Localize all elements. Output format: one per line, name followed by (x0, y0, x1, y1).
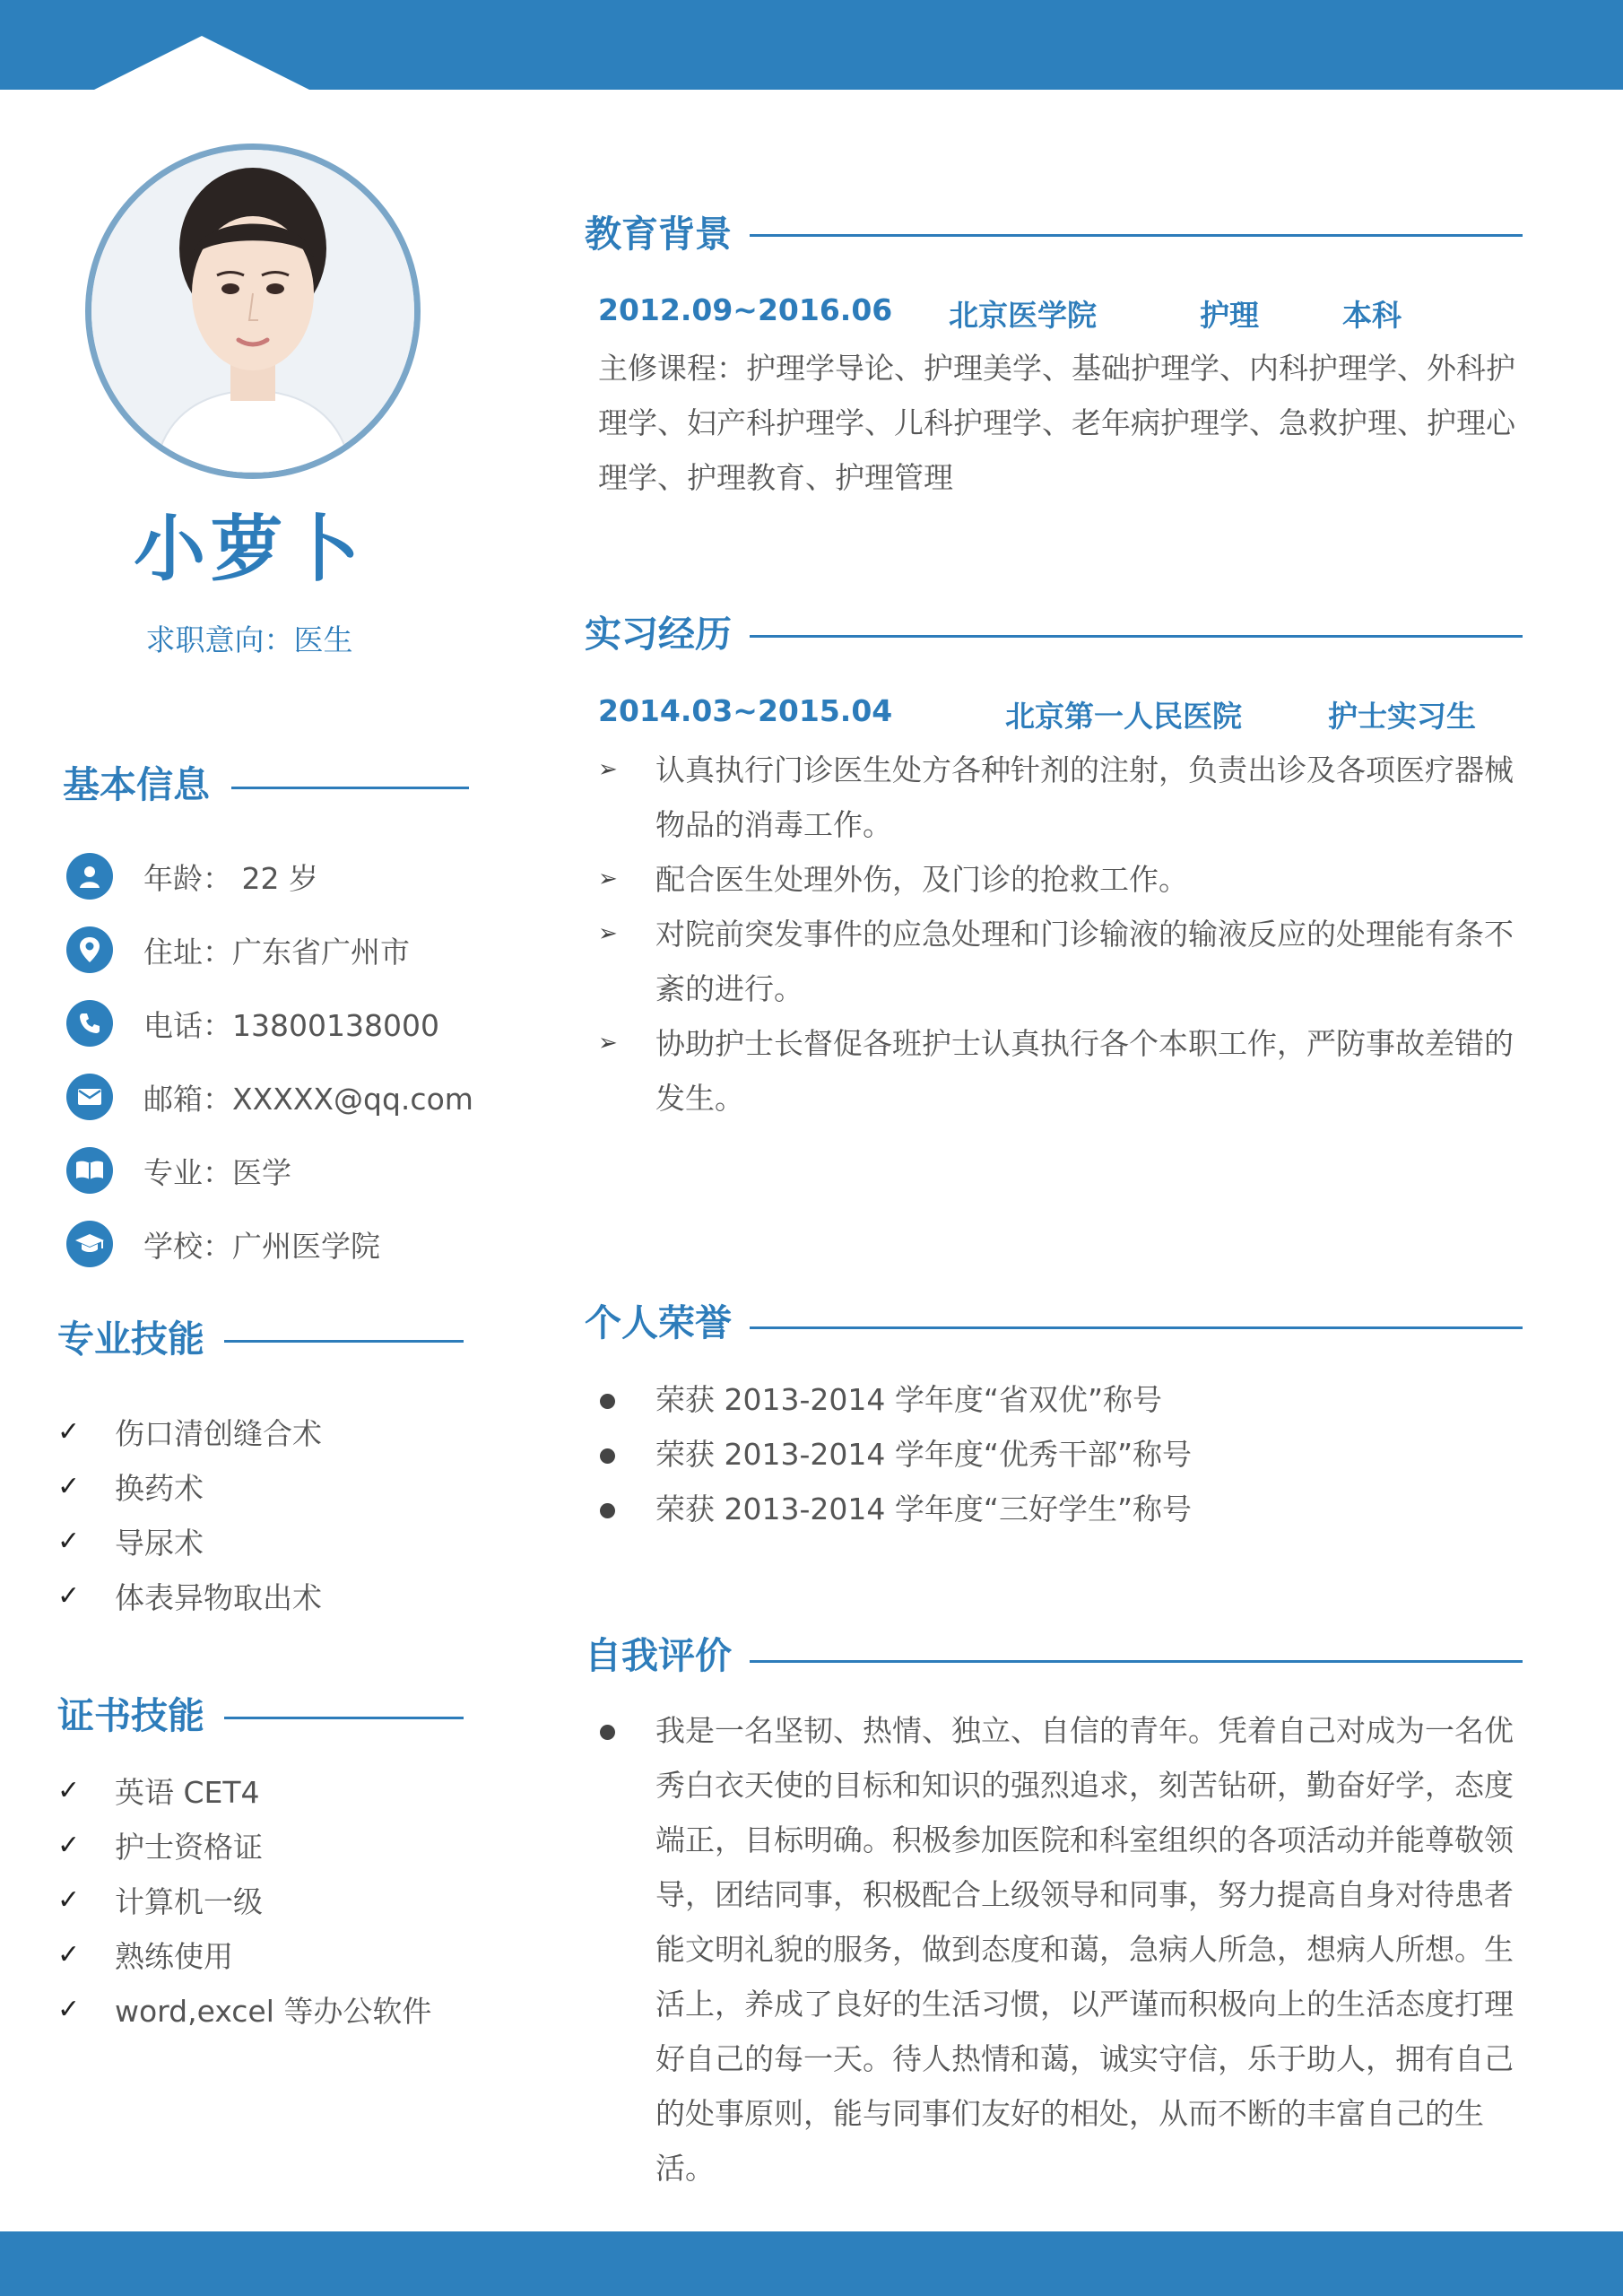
education-period: 2012.09~2016.06 (598, 292, 893, 327)
phone-icon (66, 1000, 113, 1047)
self-eval-text: 我是一名坚韧、热情、独立、自信的青年。凭着自己对成为一名优秀白衣天使的目标和知识的强烈追求，刻苦钻研，勤奋好学，态度端正，目标明确。积极参加医院和科室组织的各项活动并能尊敬领导，团结同事，积极配合上级领导和同事，努力提高自身对待患者能文明礼貌的服务，做到态度和蔼，急病人所急，想病人所想。生活上，养成了良好的生活习惯，以严谨而积极向上的生活态度打理好自己的每一天。待人热情和蔼，诚实守信，乐于助人，拥有自己的处事原则，能与同事们友好的相处，从而不断的丰富自己的生活。 (655, 1713, 1514, 2186)
info-major (66, 1146, 291, 1195)
honor-text: 荣获 2013-2014 学年度“优秀干部”称号 (655, 1437, 1193, 1472)
info-label: 住址： (143, 934, 232, 970)
profile-photo (85, 144, 421, 479)
graduation-cap-icon (66, 1221, 113, 1267)
check-icon: ✓ (57, 1470, 81, 1502)
section-title-education: 教育背景 (585, 213, 732, 256)
bullet-dot-icon (598, 1427, 655, 1482)
skill-item (57, 1412, 322, 1451)
person-icon (66, 853, 113, 900)
arrow-bullet-icon: ➢ (598, 865, 618, 892)
section-title-basic: 基本信息 (63, 763, 210, 806)
info-value: 13800138000 (232, 1007, 439, 1043)
education-courses: 主修课程：护理学导论、护理美学、基础护理学、内科护理学、外科护理学、妇产科护理学、儿科护理学、老年病护理学、急救护理、护理心理学、护理教育、护理管理 (598, 351, 1515, 495)
cert-label: word,excel 等办公软件 (115, 1993, 432, 2029)
bullet-dot-icon (598, 1372, 655, 1427)
cert-label: 熟练使用 (115, 1938, 233, 1974)
info-label: 专业： (143, 1154, 232, 1190)
portrait-image (91, 150, 414, 473)
section-divider (750, 1326, 1523, 1329)
bullet-dot-icon (598, 1482, 655, 1536)
education-major: 护理 (1200, 298, 1259, 333)
mail-icon (66, 1074, 113, 1120)
honor-item (598, 1482, 1522, 1536)
duty-text: 认真执行门诊医生处方各种针剂的注射，负责出诊及各项医疗器械物品的消毒工作。 (655, 752, 1514, 842)
section-divider (224, 1340, 464, 1343)
cert-item (57, 1989, 431, 2029)
job-intent: 求职意向：医生 (145, 622, 353, 657)
section-divider (224, 1717, 464, 1719)
check-icon: ✓ (57, 1829, 81, 1861)
check-icon: ✓ (57, 1579, 81, 1612)
honor-text: 荣获 2013-2014 学年度“省双优”称号 (655, 1382, 1163, 1417)
section-title-internship: 实习经历 (585, 613, 732, 656)
duty-text: 协助护士长督促各班护士认真执行各个本职工作，严防事故差错的发生。 (655, 1026, 1514, 1116)
duty-text: 配合医生处理外伤，及门诊的抢救工作。 (655, 862, 1188, 897)
honor-item (598, 1427, 1522, 1482)
info-value: 广州医学院 (232, 1228, 380, 1264)
cert-item (57, 1770, 260, 1810)
arrow-bullet-icon: ➢ (598, 756, 618, 783)
section-divider (750, 1660, 1523, 1663)
cert-item (57, 1880, 263, 1919)
internship-duty (598, 743, 1522, 852)
info-school (66, 1220, 380, 1268)
check-icon: ✓ (57, 1993, 81, 2025)
skill-item (57, 1466, 204, 1506)
skill-label: 换药术 (115, 1470, 204, 1506)
header-notch (94, 36, 309, 91)
info-email (66, 1073, 473, 1121)
section-title-skills: 专业技能 (57, 1318, 204, 1361)
check-icon: ✓ (57, 1525, 81, 1557)
check-icon: ✓ (57, 1938, 81, 1970)
education-school: 北京医学院 (949, 298, 1097, 333)
section-divider (750, 234, 1523, 237)
skill-label: 伤口清创缝合术 (115, 1415, 322, 1451)
candidate-name: 小萝卜 (134, 508, 365, 591)
education-degree: 本科 (1342, 298, 1402, 333)
bullet-dot-icon (598, 1703, 655, 2196)
skill-item (57, 1521, 204, 1561)
internship-hospital: 北京第一人民医院 (1005, 699, 1242, 734)
cert-label: 护士资格证 (115, 1829, 263, 1865)
section-title-certs: 证书技能 (57, 1694, 204, 1737)
arrow-bullet-icon: ➢ (598, 920, 618, 947)
internship-duty (598, 852, 1522, 907)
arrow-bullet-icon: ➢ (598, 1030, 618, 1057)
check-icon: ✓ (57, 1415, 81, 1448)
internship-period: 2014.03~2015.04 (598, 693, 893, 728)
self-eval-item (598, 1703, 1522, 2196)
info-label: 学校： (143, 1228, 232, 1264)
info-address (66, 926, 410, 974)
cert-label: 英语 CET4 (115, 1774, 260, 1810)
skill-label: 体表异物取出术 (115, 1579, 322, 1615)
cert-item (57, 1825, 263, 1865)
section-divider (750, 635, 1523, 638)
bottom-banner (0, 2231, 1623, 2296)
skill-item (57, 1576, 322, 1615)
internship-duty (598, 907, 1522, 1016)
internship-duty (598, 1016, 1522, 1126)
cert-item (57, 1935, 233, 1974)
section-title-self-eval: 自我评价 (585, 1634, 732, 1677)
info-value: 医学 (232, 1154, 291, 1190)
cert-label: 计算机一级 (115, 1883, 263, 1919)
check-icon: ✓ (57, 1774, 81, 1806)
book-icon (66, 1147, 113, 1194)
location-icon (66, 926, 113, 973)
info-label: 年龄： (143, 860, 232, 896)
honor-item (598, 1372, 1522, 1427)
duty-text: 对院前突发事件的应急处理和门诊输液的输液反应的处理能有条不紊的进行。 (655, 917, 1514, 1006)
skill-label: 导尿术 (115, 1525, 204, 1561)
section-title-honors: 个人荣誉 (585, 1301, 732, 1344)
info-phone (66, 999, 439, 1048)
check-icon: ✓ (57, 1883, 81, 1916)
info-value: XXXXX@qq.com (232, 1081, 473, 1117)
info-age (66, 852, 318, 900)
info-value: 广东省广州市 (232, 934, 410, 970)
honor-text: 荣获 2013-2014 学年度“三好学生”称号 (655, 1492, 1193, 1526)
info-label: 邮箱： (143, 1081, 232, 1117)
info-label: 电话： (143, 1007, 232, 1043)
info-value: 22 岁 (232, 860, 318, 896)
internship-role: 护士实习生 (1328, 699, 1476, 734)
section-divider (231, 787, 469, 789)
